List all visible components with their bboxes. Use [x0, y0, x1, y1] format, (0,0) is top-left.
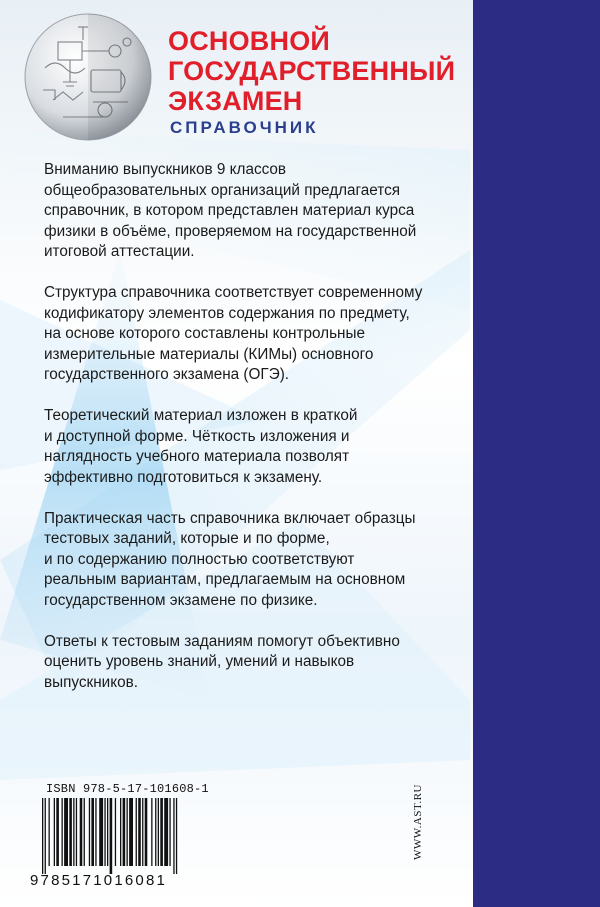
paragraph: Практическая часть справочника включает образцы тестовых заданий, которые и по форме, и по содержанию полностью соответствуют реальным вариантам, предлагаемым на основном государственном экзамене по физике.	[44, 509, 416, 609]
cover-subtitle: СПРАВОЧНИК	[170, 118, 319, 137]
barcode-bar	[80, 798, 83, 866]
barcode-bar	[173, 798, 174, 874]
barcode-bar	[129, 798, 133, 866]
barcode-digits: 9785171016081	[30, 872, 168, 889]
paragraph: Вниманию выпускников 9 классов общеобразовательных организаций предлагается справочник, в котором представлен материал курса физики в объёме, проверяемом на государственной итоговой аттестации.	[44, 161, 417, 260]
barcode-bar	[91, 798, 94, 866]
book-spine	[473, 0, 600, 907]
paragraph: Ответы к тестовым заданиям помогут объективно оценить уровень знаний, умений и навыков выпускников.	[44, 632, 400, 691]
barcode-bar	[45, 798, 46, 874]
barcode-bar	[95, 798, 96, 866]
title-line-1: ОСНОВНОЙ	[168, 26, 331, 56]
barcode-bar	[89, 798, 90, 866]
barcode-bar	[160, 798, 163, 866]
barcode-bar	[136, 798, 137, 866]
barcode-bar	[54, 798, 55, 866]
barcode-bar	[155, 798, 156, 866]
physics-globe-icon	[23, 12, 153, 142]
barcode-bar	[76, 798, 77, 866]
barcode-bar	[151, 798, 152, 866]
barcode-bar	[62, 798, 63, 866]
barcode-bar	[104, 798, 105, 866]
barcode-bar	[73, 798, 74, 866]
paragraph: Теоретический материал изложен в краткой и доступной форме. Чёткость изложения и наглядность учебного материала позволят эффективно подготовиться к экзамену.	[44, 407, 358, 486]
barcode-bar	[138, 798, 141, 866]
barcode-bar	[69, 798, 72, 866]
barcode-bar	[49, 798, 50, 866]
barcode-bar	[123, 798, 126, 866]
barcode-bar	[42, 798, 43, 874]
barcode-bar	[169, 798, 170, 866]
barcode-bar	[164, 798, 168, 866]
barcode-bar	[99, 798, 103, 866]
isbn-label: ISBN 978-5-17-101608-1	[46, 782, 209, 796]
cover-title	[168, 26, 468, 116]
barcode-bar	[110, 798, 113, 874]
barcode-bar	[176, 798, 177, 874]
barcode-bar	[84, 798, 85, 866]
barcode	[42, 798, 232, 874]
barcode-bar	[142, 798, 143, 866]
title-line-2: ГОСУДАРСТВЕННЫЙ	[168, 56, 456, 86]
annotation-text	[44, 160, 454, 714]
paragraph: Структура справочника соответствует современному кодификатору элементов содержания по предмету, на основе которого составлены контрольные измерительные материалы (КИМы) основного государственного экзамена (ОГЭ).	[44, 284, 423, 383]
title-line-3: ЭКЗАМЕН	[168, 86, 303, 116]
barcode-bar	[64, 798, 68, 866]
barcode-bar	[107, 798, 108, 866]
barcode-bar	[127, 798, 128, 866]
barcode-bar	[158, 798, 159, 866]
barcode-bar	[145, 798, 148, 866]
barcode-bar	[120, 798, 121, 866]
barcode-bar	[56, 798, 59, 866]
barcode-bar	[115, 798, 116, 866]
publisher-website: WWW.AST.RU	[412, 784, 424, 860]
